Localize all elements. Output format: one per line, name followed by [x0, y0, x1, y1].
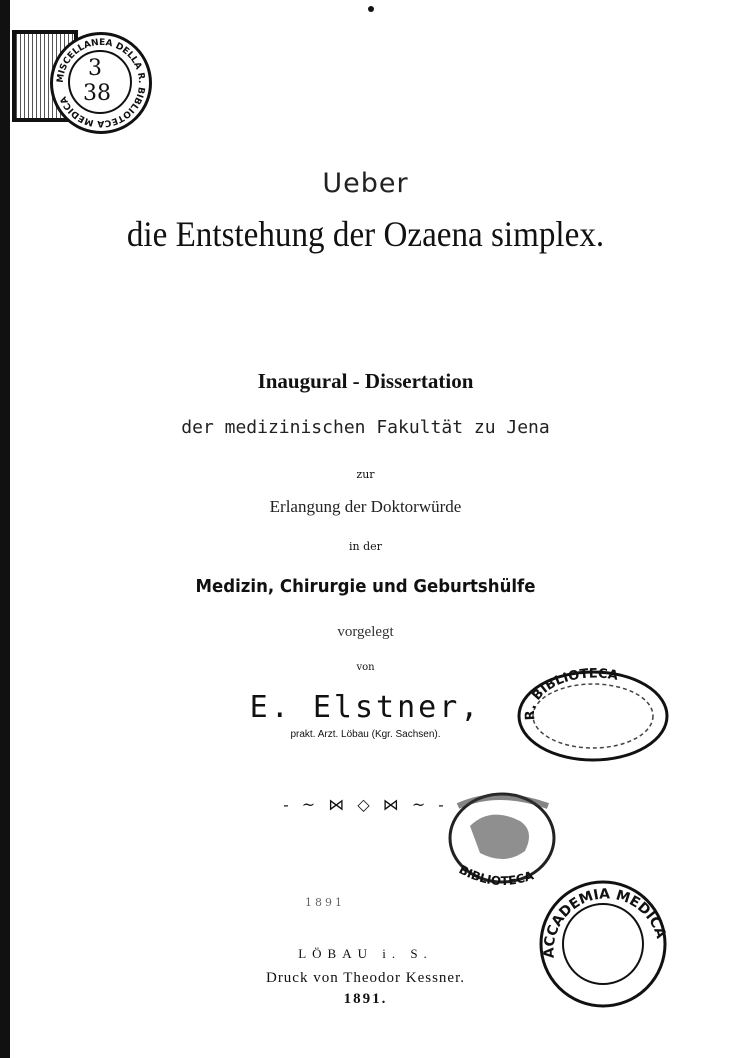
- vorgelegt-line: vorgelegt: [337, 624, 394, 640]
- ornament-divider: - ~ ⋈ ◇ ⋈ ~ -: [283, 795, 448, 814]
- faint-year-mark: 1891: [305, 896, 345, 909]
- faculty-line: der medizinischen Fakultät zu Jena: [181, 417, 550, 438]
- in-der-line: in der: [349, 540, 382, 553]
- oval-stamp-label: R. BIBLIOTECA: [522, 668, 620, 721]
- von-line: von: [356, 662, 375, 673]
- binding-edge: [0, 0, 10, 1058]
- academy-stamp: [532, 878, 674, 1010]
- ink-dot: [368, 6, 374, 12]
- stamp-ring-label: MISCELLANEA DELLA R. BIBLIOTECA MEDICA: [55, 37, 147, 129]
- imprint-year: 1891.: [343, 991, 388, 1007]
- stamp-number: 3: [88, 56, 102, 81]
- title-pre: Ueber: [322, 168, 409, 199]
- author-note: prakt. Arzt. Löbau (Kgr. Sachsen).: [290, 729, 441, 740]
- imprint-place: LÖBAU i. S.: [298, 946, 433, 961]
- author-name: E. Elstner,: [249, 690, 482, 725]
- library-stamp-top-left: [10, 24, 150, 144]
- svg-text:BIBLIOTECA: [457, 862, 536, 888]
- imprint-printer: Druck von Theodor Kessner.: [265, 970, 466, 986]
- smudged-stamp-label: BIBLIOTECA: [456, 862, 536, 889]
- stamp-number-2: 38: [83, 81, 111, 106]
- zur-line: zur: [356, 468, 375, 481]
- page-title: die Entstehung der Ozaena simplex.: [126, 214, 605, 254]
- erlangung-line: Erlangung der Doktorwürde: [269, 497, 462, 516]
- dissertation-heading: Inaugural - Dissertation: [257, 369, 474, 393]
- academy-stamp-label: ACCADEMIA MEDICA: [541, 886, 669, 959]
- svg-text:R. BIBLIOTECA: [523, 668, 619, 721]
- fields-line: Medizin, Chirurgie und Geburtshülfe: [195, 576, 536, 597]
- oval-library-stamp: [515, 668, 670, 764]
